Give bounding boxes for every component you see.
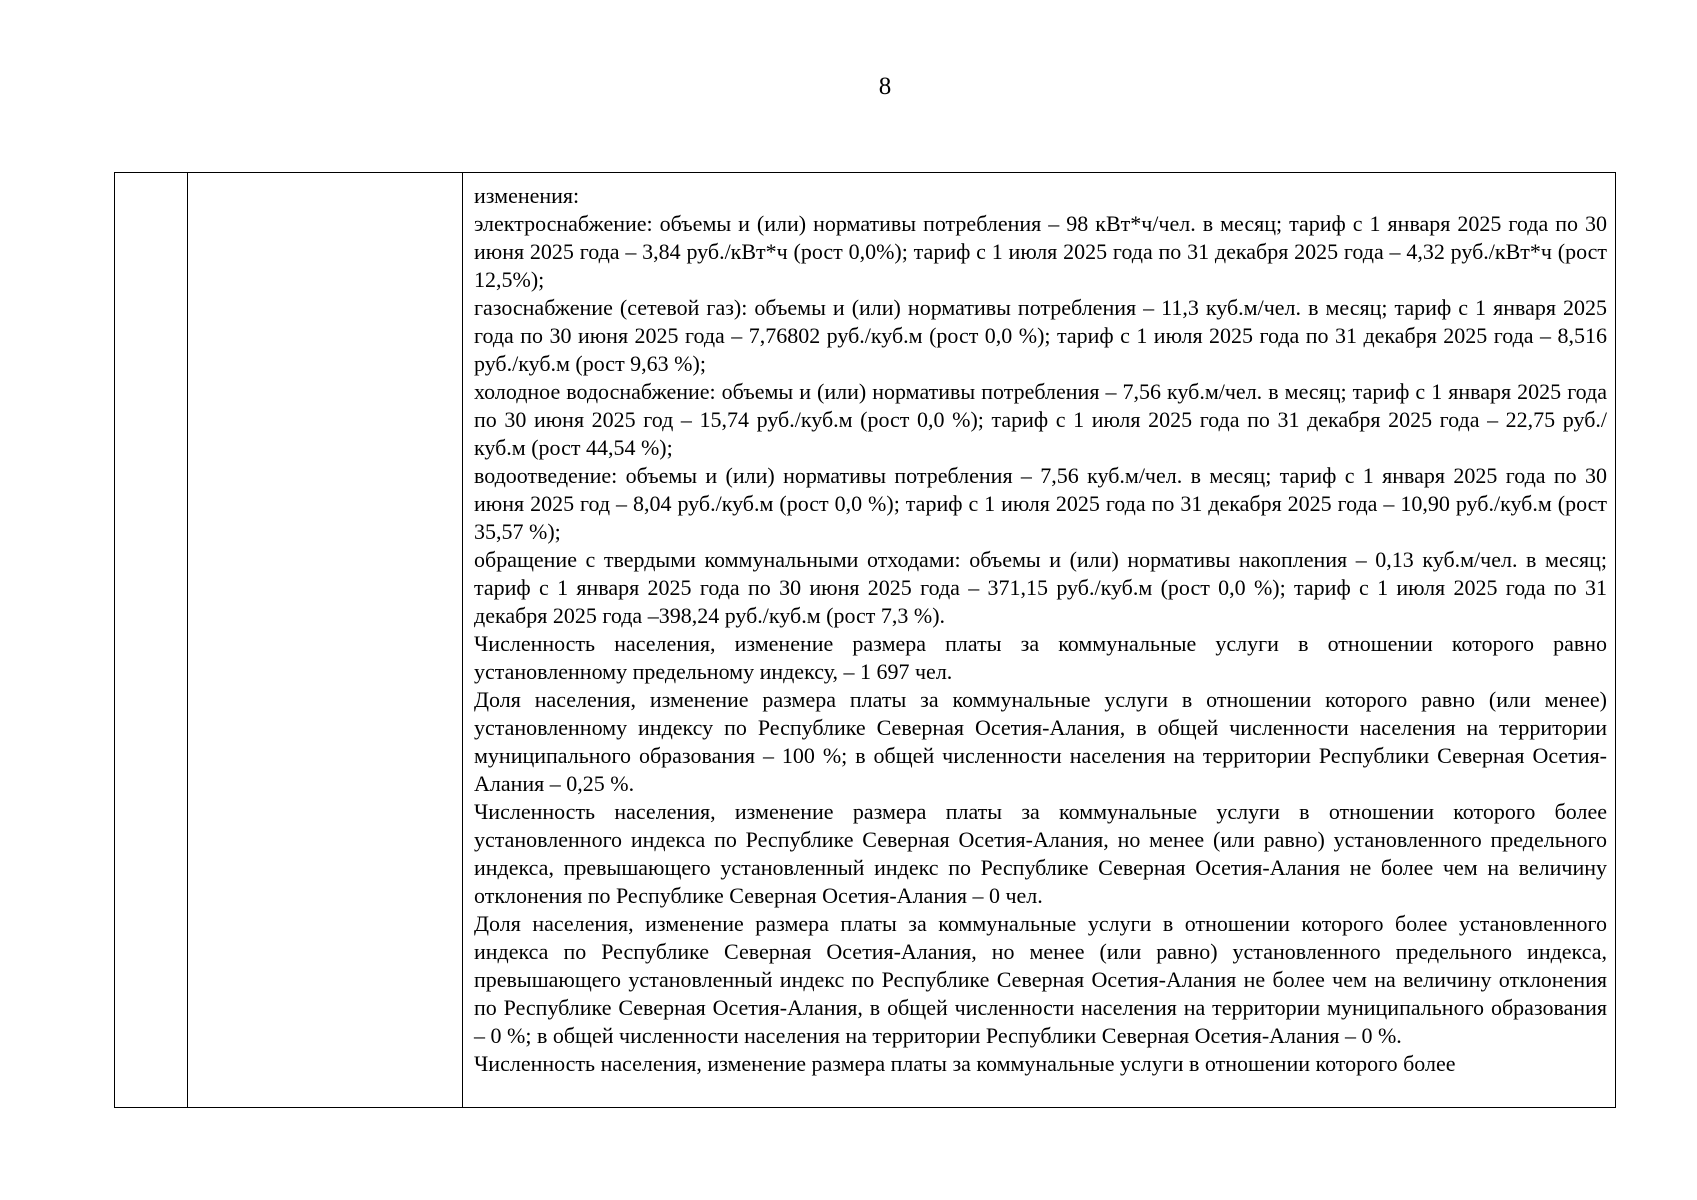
table-row	[115, 173, 1616, 1108]
page-number: 8	[878, 73, 892, 100]
table-cell-description	[463, 173, 1616, 1108]
paragraph-cold-water: холодное водоснабжение: объемы и (или) нормативы потребления – 7,56 куб.м/чел. в месяц; тариф с 1 января 2025 года по 30 июня 2025 год – 15,74 руб./куб.м (рост 0,0 %); тариф с 1 июля 2025 года по 31 декабря 2025 года – 22,75 руб./куб.м (рост 44,54 %);	[474, 379, 1607, 460]
table-cell-name	[188, 173, 463, 1108]
paragraph-population-count-above: Численность населения, изменение размера платы за коммунальные услуги в отношении которого более установленного индекса по Республике Северная Осетия-Алания, но менее (или равно) установленного предельного индекса, превышающего установленный индекс по Республике Северная Осетия-Алания не более чем на величину отклонения по Республике Северная Осетия-Алания – 0 чел.	[474, 799, 1607, 908]
paragraph-population-share-above: Доля населения, изменение размера платы за коммунальные услуги в отношении которого более установленного индекса по Республике Северная Осетия-Алания, но менее (или равно) установленного предельного индекса, превышающего установленный индекс по Республике Северная Осетия-Алания не более чем на величину отклонения по Республике Северная Осетия-Алания, в общей численности населения на территории муниципального образования – 0 %; в общей численности населения на территории Республики Северная Осетия-Алания – 0 %.	[474, 911, 1607, 1048]
paragraph-population-count-continued: Численность населения, изменение размера платы за коммунальные услуги в отношении которого более	[474, 1051, 1456, 1076]
paragraph: изменения:	[474, 183, 580, 208]
paragraph-electricity: электроснабжение: объемы и (или) нормативы потребления – 98 кВт*ч/чел. в месяц; тариф с 1 января 2025 года по 30 июня 2025 года – 3,84 руб./кВт*ч (рост 0,0%); тариф с 1 июля 2025 года по 31 декабря 2025 года – 4,32 руб./кВт*ч (рост 12,5%);	[474, 211, 1607, 292]
document-table	[114, 172, 1616, 1108]
paragraph-sewage: водоотведение: объемы и (или) нормативы потребления – 7,56 куб.м/чел. в месяц; тариф с 1 января 2025 года по 30 июня 2025 год – 8,04 руб./куб.м (рост 0,0 %); тариф с 1 июля 2025 года по 31 декабря 2025 года – 10,90 руб./куб.м (рост 35,57 %);	[474, 463, 1607, 544]
description-text	[463, 173, 1615, 1078]
paragraph-gas: газоснабжение (сетевой газ): объемы и (или) нормативы потребления – 11,3 куб.м/чел. в месяц; тариф с 1 января 2025 года по 30 июня 2025 года – 7,76802 руб./куб.м (рост 0,0 %); тариф с 1 июля 2025 года по 31 декабря 2025 года – 8,516 руб./куб.м (рост 9,63 %);	[474, 295, 1607, 376]
table-cell-number	[115, 173, 188, 1108]
paragraph-population-share: Доля населения, изменение размера платы за коммунальные услуги в отношении которого равно (или менее) установленному индексу по Республике Северная Осетия-Алания, в общей численности населения на территории муниципального образования – 100 %; в общей численности населения на территории Республики Северная Осетия-Алания – 0,25 %.	[474, 687, 1607, 796]
paragraph-solid-waste: обращение с твердыми коммунальными отходами: объемы и (или) нормативы накопления – 0,13 куб.м/чел. в месяц; тариф с 1 января 2025 года по 30 июня 2025 года – 371,15 руб./куб.м (рост 0,0 %); тариф с 1 июля 2025 года по 31 декабря 2025 года –398,24 руб./куб.м (рост 7,3 %).	[474, 547, 1607, 628]
paragraph-population-count: Численность населения, изменение размера платы за коммунальные услуги в отношении которого равно установленному предельному индексу, – 1 697 чел.	[474, 631, 1607, 684]
